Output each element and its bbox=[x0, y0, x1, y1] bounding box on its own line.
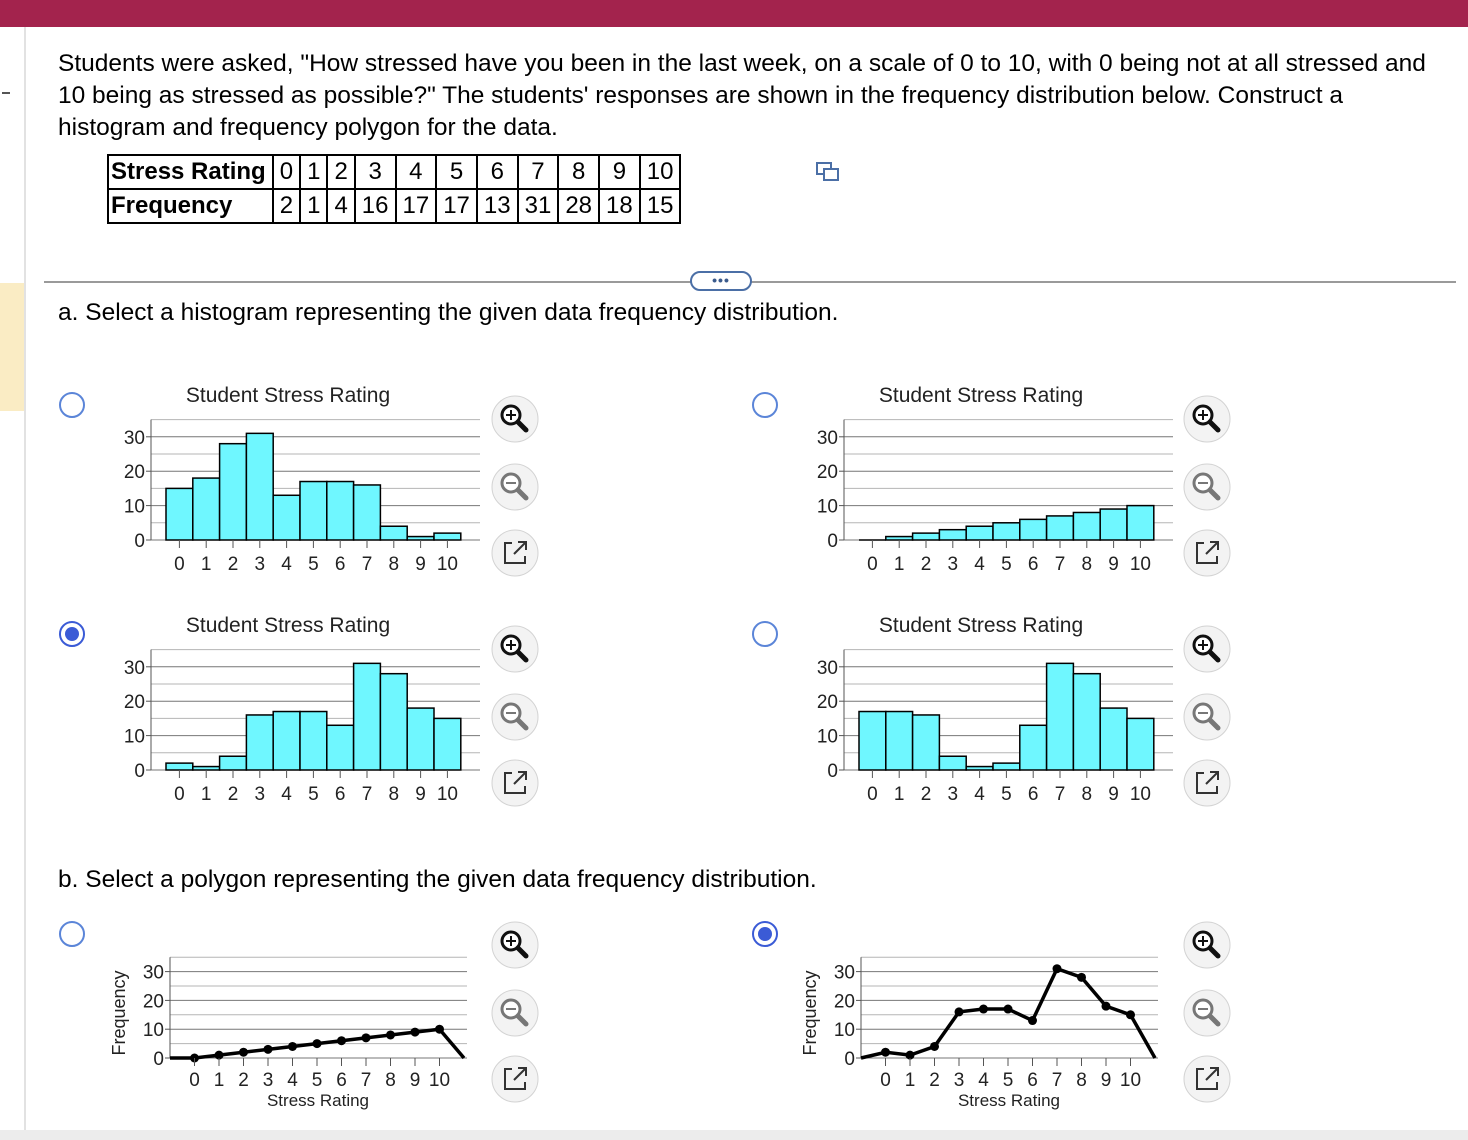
x-tick-label: 2 bbox=[920, 554, 932, 575]
open-new-window-icon[interactable] bbox=[1182, 758, 1232, 808]
rating-cell: 9 bbox=[599, 155, 640, 189]
histogram-bar bbox=[1020, 519, 1047, 540]
x-tick-label: 4 bbox=[978, 1070, 989, 1091]
x-tick-label: 1 bbox=[200, 554, 212, 575]
x-tick-label: 1 bbox=[200, 784, 212, 805]
x-tick-label: 0 bbox=[867, 784, 878, 805]
left-divider bbox=[24, 27, 26, 1130]
y-tick-label: 0 bbox=[134, 531, 145, 552]
part-a-label-text: a. Select a histogram representing the given data frequency distribution. bbox=[58, 299, 839, 326]
y-tick-label: 20 bbox=[123, 462, 145, 484]
x-tick-label: 9 bbox=[1100, 1070, 1112, 1091]
y-tick-label: 30 bbox=[833, 962, 855, 984]
histogram-bar bbox=[327, 482, 354, 540]
y-axis-label: Frequency bbox=[800, 970, 820, 1056]
rating-cell: 0 bbox=[273, 155, 300, 189]
y-tick-label: 10 bbox=[833, 1020, 855, 1042]
histogram-bar bbox=[1127, 718, 1154, 770]
radio-button[interactable] bbox=[751, 620, 779, 648]
histogram-bar bbox=[1100, 708, 1127, 770]
x-tick-label: 5 bbox=[308, 784, 319, 805]
histogram-bar bbox=[166, 488, 193, 540]
x-tick-label: 1 bbox=[893, 784, 905, 805]
frequency-cell: 17 bbox=[436, 189, 477, 223]
histogram-bar bbox=[434, 533, 461, 540]
rating-cell: 6 bbox=[477, 155, 518, 189]
y-axis-label: Frequency bbox=[109, 970, 129, 1056]
zoom-out-icon[interactable] bbox=[490, 462, 540, 512]
x-tick-label: 7 bbox=[1054, 554, 1066, 575]
histogram-bar bbox=[246, 433, 273, 540]
polygon-point bbox=[411, 1028, 420, 1037]
histogram-bar bbox=[327, 725, 354, 770]
y-tick-label: 0 bbox=[827, 761, 838, 782]
x-tick-label: 2 bbox=[920, 784, 932, 805]
polygon-point bbox=[1053, 964, 1062, 973]
open-new-window-icon[interactable] bbox=[490, 1054, 540, 1104]
x-tick-label: 8 bbox=[1081, 784, 1093, 805]
histogram-chart bbox=[117, 602, 507, 812]
y-tick-label: 0 bbox=[827, 531, 838, 552]
rating-cell: 7 bbox=[518, 155, 559, 189]
histogram-bar bbox=[166, 763, 193, 770]
x-tick-label: 4 bbox=[281, 784, 292, 805]
histogram-bar bbox=[859, 712, 886, 770]
histogram-bar bbox=[886, 712, 913, 770]
histogram-bar bbox=[300, 712, 327, 770]
y-tick-label: 20 bbox=[123, 692, 145, 714]
histogram-bar bbox=[913, 533, 940, 540]
radio-button-selected[interactable] bbox=[58, 620, 86, 648]
x-tick-label: 10 bbox=[1129, 784, 1151, 805]
zoom-in-icon[interactable] bbox=[1182, 624, 1232, 674]
top-banner bbox=[0, 0, 1468, 27]
y-tick-label: 0 bbox=[844, 1049, 855, 1070]
histogram-bar bbox=[993, 523, 1020, 540]
part-b-label: b. Select a polygon representing the given data frequency distribution. bbox=[58, 866, 817, 893]
frequency-cell: 15 bbox=[640, 189, 681, 223]
polygon-point bbox=[1077, 973, 1086, 982]
y-tick-label: 20 bbox=[816, 462, 838, 484]
polygon-point bbox=[362, 1033, 371, 1042]
frequency-cell: 31 bbox=[518, 189, 559, 223]
histogram-bar bbox=[993, 763, 1020, 770]
chart-title: Student Stress Rating bbox=[185, 614, 391, 637]
histogram-bar bbox=[939, 530, 966, 540]
histogram-bar bbox=[220, 756, 247, 770]
x-tick-label: 2 bbox=[227, 554, 239, 575]
x-tick-label: 8 bbox=[388, 554, 400, 575]
x-tick-label: 5 bbox=[1002, 1070, 1014, 1091]
x-tick-label: 7 bbox=[361, 554, 373, 575]
open-new-window-icon[interactable] bbox=[490, 528, 540, 578]
x-tick-label: 2 bbox=[929, 1070, 940, 1091]
histogram-bar bbox=[407, 537, 434, 540]
x-tick-label: 6 bbox=[334, 784, 346, 805]
x-tick-label: 9 bbox=[409, 1070, 421, 1091]
histogram-bar bbox=[966, 767, 993, 770]
bottom-bar bbox=[0, 1130, 1468, 1140]
zoom-out-icon[interactable] bbox=[490, 692, 540, 742]
frequency-table bbox=[107, 154, 681, 224]
histogram-bar bbox=[1073, 674, 1100, 770]
x-tick-label: 10 bbox=[428, 1070, 451, 1091]
frequency-cell: 1 bbox=[300, 189, 327, 223]
x-tick-label: 0 bbox=[174, 784, 185, 805]
polygon-point bbox=[239, 1048, 248, 1057]
x-tick-label: 3 bbox=[254, 554, 266, 575]
y-tick-label: 20 bbox=[142, 991, 164, 1013]
x-tick-label: 3 bbox=[262, 1070, 274, 1091]
x-tick-label: 8 bbox=[1081, 554, 1093, 575]
histogram-bar bbox=[966, 526, 993, 540]
histogram-bar bbox=[220, 444, 247, 540]
histogram-bar bbox=[354, 485, 381, 540]
zoom-in-icon[interactable] bbox=[490, 920, 540, 970]
x-tick-label: 10 bbox=[436, 554, 458, 575]
x-tick-label: 1 bbox=[213, 1070, 225, 1091]
radio-button[interactable] bbox=[751, 391, 779, 419]
zoom-in-icon[interactable] bbox=[1182, 920, 1232, 970]
x-tick-label: 2 bbox=[238, 1070, 249, 1091]
histogram-bar bbox=[193, 767, 220, 770]
histogram-bar bbox=[354, 663, 381, 770]
x-tick-label: 3 bbox=[254, 784, 266, 805]
open-new-window-icon[interactable] bbox=[1182, 528, 1232, 578]
table-row-label: Stress Rating bbox=[108, 155, 273, 189]
copy-table-icon[interactable] bbox=[816, 162, 840, 182]
x-tick-label: 5 bbox=[311, 1070, 323, 1091]
x-axis-label: Stress Rating bbox=[266, 1091, 370, 1110]
rating-cell: 1 bbox=[300, 155, 327, 189]
expand-more-button[interactable]: ••• bbox=[690, 271, 752, 291]
radio-ring bbox=[60, 393, 84, 417]
histogram-chart bbox=[810, 602, 1200, 812]
x-tick-label: 10 bbox=[1119, 1070, 1142, 1091]
x-tick-label: 4 bbox=[974, 554, 985, 575]
histogram-bar bbox=[939, 756, 966, 770]
y-tick-label: 30 bbox=[816, 657, 838, 679]
frequency-cell: 18 bbox=[599, 189, 640, 223]
histogram-chart bbox=[117, 372, 507, 582]
x-tick-label: 0 bbox=[174, 554, 185, 575]
zoom-in-icon[interactable] bbox=[490, 394, 540, 444]
radio-ring bbox=[753, 622, 777, 646]
frequency-cell: 28 bbox=[558, 189, 599, 223]
rating-cell: 4 bbox=[396, 155, 437, 189]
frequency-cell: 4 bbox=[327, 189, 354, 223]
zoom-out-icon[interactable] bbox=[1182, 692, 1232, 742]
x-tick-label: 0 bbox=[880, 1070, 891, 1091]
radio-button[interactable] bbox=[58, 920, 86, 948]
x-tick-label: 9 bbox=[415, 554, 426, 575]
histogram-bar bbox=[300, 482, 327, 540]
polygon-point bbox=[955, 1007, 964, 1016]
x-tick-label: 3 bbox=[947, 784, 959, 805]
x-tick-label: 4 bbox=[974, 784, 985, 805]
frequency-cell: 17 bbox=[396, 189, 437, 223]
rating-cell: 5 bbox=[436, 155, 477, 189]
x-tick-label: 6 bbox=[1027, 1070, 1038, 1091]
y-tick-label: 20 bbox=[833, 991, 855, 1013]
polygon-point bbox=[930, 1042, 939, 1051]
zoom-in-icon[interactable] bbox=[1182, 394, 1232, 444]
y-tick-label: 0 bbox=[134, 761, 145, 782]
y-tick-label: 10 bbox=[142, 1020, 164, 1042]
polygon-point bbox=[979, 1005, 988, 1014]
zoom-in-icon[interactable] bbox=[490, 624, 540, 674]
rating-cell: 3 bbox=[355, 155, 396, 189]
histogram-bar bbox=[913, 715, 940, 770]
table-row-label: Frequency bbox=[108, 189, 273, 223]
histogram-bar bbox=[1073, 512, 1100, 540]
x-tick-label: 6 bbox=[1027, 784, 1039, 805]
y-tick-label: 10 bbox=[816, 726, 838, 748]
histogram-bar bbox=[380, 526, 407, 540]
polygon-chart bbox=[105, 910, 485, 1110]
x-tick-label: 3 bbox=[947, 554, 959, 575]
polygon-point bbox=[288, 1042, 297, 1051]
x-tick-label: 7 bbox=[360, 1070, 372, 1091]
histogram-bar bbox=[193, 478, 220, 540]
polygon-point bbox=[1102, 1002, 1111, 1011]
zoom-out-icon[interactable] bbox=[1182, 988, 1232, 1038]
y-tick-label: 20 bbox=[816, 692, 838, 714]
chart-title: Student Stress Rating bbox=[185, 384, 391, 407]
frequency-cell: 2 bbox=[273, 189, 300, 223]
polygon-point bbox=[881, 1048, 890, 1057]
open-new-window-icon[interactable] bbox=[1182, 1054, 1232, 1104]
frequency-cell: 13 bbox=[477, 189, 518, 223]
x-tick-label: 0 bbox=[189, 1070, 200, 1091]
question-text: Students were asked, "How stressed have you been in the last week, on a scale of 0 to 10, with 0 being not at all stressed and 10 being as stressed as possible?" The students' responses are shown in the frequency distribution below. Construct a histogram and frequency polygon for the data. bbox=[58, 50, 1426, 141]
x-tick-label: 7 bbox=[1051, 1070, 1063, 1091]
chart-title: Student Stress Rating bbox=[878, 384, 1084, 407]
rating-cell: 10 bbox=[640, 155, 681, 189]
histogram-bar bbox=[273, 712, 300, 770]
x-tick-label: 8 bbox=[385, 1070, 396, 1091]
polygon-point bbox=[1028, 1016, 1037, 1025]
radio-ring bbox=[753, 393, 777, 417]
x-tick-label: 8 bbox=[388, 784, 400, 805]
part-a-label bbox=[58, 299, 839, 339]
x-tick-label: 5 bbox=[1001, 554, 1012, 575]
polygon-point bbox=[264, 1045, 273, 1054]
x-tick-label: 10 bbox=[436, 784, 458, 805]
x-tick-label: 7 bbox=[361, 784, 373, 805]
x-tick-label: 10 bbox=[1129, 554, 1151, 575]
radio-button-selected[interactable] bbox=[751, 920, 779, 948]
y-tick-label: 30 bbox=[123, 427, 145, 449]
y-tick-label: 30 bbox=[816, 427, 838, 449]
histogram-bar bbox=[1100, 509, 1127, 540]
radio-button[interactable] bbox=[58, 391, 86, 419]
x-tick-label: 5 bbox=[308, 554, 319, 575]
histogram-bar bbox=[407, 708, 434, 770]
histogram-bar bbox=[886, 537, 913, 540]
question-marker bbox=[0, 283, 24, 411]
polygon-point bbox=[435, 1025, 444, 1034]
zoom-out-icon[interactable] bbox=[490, 988, 540, 1038]
histogram-bar bbox=[246, 715, 273, 770]
y-tick-label: 30 bbox=[142, 962, 164, 984]
histogram-bar bbox=[1047, 516, 1074, 540]
rating-cell: 2 bbox=[327, 155, 354, 189]
y-tick-label: 30 bbox=[123, 657, 145, 679]
x-tick-label: 3 bbox=[953, 1070, 965, 1091]
side-dash bbox=[2, 92, 10, 94]
y-tick-label: 10 bbox=[123, 726, 145, 748]
x-tick-label: 6 bbox=[1027, 554, 1039, 575]
polygon-point bbox=[1126, 1010, 1135, 1019]
polygon-chart bbox=[796, 910, 1176, 1110]
radio-dot bbox=[758, 927, 772, 941]
x-tick-label: 1 bbox=[893, 554, 905, 575]
x-tick-label: 1 bbox=[904, 1070, 916, 1091]
open-new-window-icon[interactable] bbox=[490, 758, 540, 808]
x-tick-label: 9 bbox=[1108, 554, 1119, 575]
histogram-chart bbox=[810, 372, 1200, 582]
polygon-point bbox=[386, 1030, 395, 1039]
y-tick-label: 0 bbox=[153, 1049, 164, 1070]
x-tick-label: 5 bbox=[1001, 784, 1012, 805]
x-tick-label: 4 bbox=[281, 554, 292, 575]
x-axis-label: Stress Rating bbox=[957, 1091, 1061, 1110]
x-tick-label: 4 bbox=[287, 1070, 298, 1091]
polygon-point bbox=[337, 1036, 346, 1045]
x-tick-label: 0 bbox=[867, 554, 878, 575]
x-tick-label: 9 bbox=[415, 784, 426, 805]
x-tick-label: 6 bbox=[336, 1070, 347, 1091]
polygon-point bbox=[1004, 1005, 1013, 1014]
histogram-bar bbox=[434, 718, 461, 770]
rating-cell: 8 bbox=[558, 155, 599, 189]
radio-dot bbox=[65, 627, 79, 641]
chart-title: Student Stress Rating bbox=[878, 614, 1084, 637]
x-tick-label: 9 bbox=[1108, 784, 1119, 805]
x-tick-label: 8 bbox=[1076, 1070, 1087, 1091]
polygon-point bbox=[313, 1039, 322, 1048]
zoom-out-icon[interactable] bbox=[1182, 462, 1232, 512]
histogram-bar bbox=[1047, 663, 1074, 770]
x-tick-label: 6 bbox=[334, 554, 346, 575]
histogram-bar bbox=[1020, 725, 1047, 770]
radio-ring bbox=[60, 922, 84, 946]
y-tick-label: 10 bbox=[816, 496, 838, 518]
histogram-bar bbox=[380, 674, 407, 770]
histogram-bar bbox=[1127, 506, 1154, 540]
y-tick-label: 10 bbox=[123, 496, 145, 518]
x-tick-label: 2 bbox=[227, 784, 239, 805]
histogram-bar bbox=[273, 495, 300, 540]
frequency-cell: 16 bbox=[355, 189, 396, 223]
x-tick-label: 7 bbox=[1054, 784, 1066, 805]
